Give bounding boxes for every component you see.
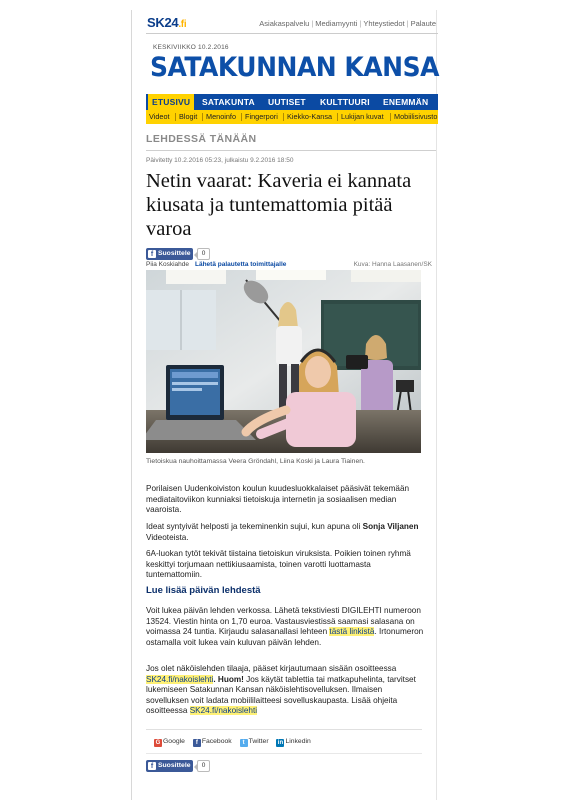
nav-item-uutiset[interactable]: UUTISET — [268, 97, 306, 107]
separator — [283, 113, 284, 121]
separator — [390, 113, 391, 121]
share-label: Facebook — [201, 738, 232, 745]
byline — [146, 261, 286, 268]
separator: | — [406, 19, 409, 28]
recommend-count: 0 — [197, 760, 210, 772]
main-nav — [146, 94, 438, 110]
share-twitter[interactable] — [240, 738, 269, 747]
subnav-item-mobiilisivusto[interactable]: Mobiilisivusto — [394, 112, 438, 121]
paragraph-text: Jos käytät tablettia tai matkapuhelinta, tarvitset lukemiseen Satakunnan Kansan näköislehtisovelluksen. Ilmaisen sovelluksen voit ladata mobiililaitteesi sovelluskaupasta. Lisää ohjeita osoitteessa — [146, 674, 416, 716]
nakoislehti-link[interactable]: SK24.fi/nakoislehti — [146, 674, 214, 684]
nav-item-satakunta[interactable]: SATAKUNTA — [202, 97, 255, 107]
column-divider — [436, 10, 437, 800]
facebook-icon: f — [148, 762, 156, 770]
newspaper-logo[interactable]: SATAKUNNAN KANSA — [150, 52, 439, 83]
recommend-label: Suosittele — [158, 250, 191, 257]
top-link-palaute[interactable]: Palaute — [410, 19, 436, 28]
subnav-item-menoinfo[interactable]: Menoinfo — [206, 112, 237, 121]
linkedin-icon: in — [277, 740, 284, 746]
subnav-item-fingerpori[interactable]: Fingerpori — [245, 112, 278, 121]
article-subhead: Lue lisää päivän lehdestä — [146, 585, 261, 596]
recommend-label: Suosittele — [158, 762, 191, 769]
article-paragraph: Porilaisen Uudenkoiviston koulun kuudesluokkalaiset pääsivät tekemään mediataitoviikon kunniaksi tietoiskuja internetin ja sosiaalisen median vaaroista. — [146, 484, 410, 515]
nav-item-enemman[interactable]: ENEMMÄN — [383, 97, 429, 107]
nakoislehti-link[interactable]: SK24.fi/nakoislehti — [189, 706, 258, 716]
divider — [146, 150, 436, 151]
share-linkedin[interactable] — [276, 738, 310, 747]
facebook-icon: f — [193, 739, 201, 747]
top-link-asiakaspalvelu[interactable]: Asiakaspalvelu — [259, 19, 310, 28]
column-divider — [131, 10, 132, 800]
separator — [175, 113, 176, 121]
separator — [202, 113, 203, 121]
article-timestamp: Päivitetty 10.2.2016 05:23, julkaistu 9.2.2016 18:50 — [146, 157, 294, 164]
facebook-recommend-button[interactable] — [146, 760, 193, 772]
facebook-icon: f — [148, 250, 156, 258]
share-label: Twitter — [248, 738, 269, 745]
classroom-photo — [146, 270, 421, 453]
sub-nav — [146, 110, 438, 124]
nav-item-etusivu[interactable]: ETUSIVU — [148, 94, 194, 110]
paragraph-emphasis: . Huom! — [213, 674, 244, 684]
share-bar — [154, 738, 317, 747]
paragraph-text: Ideat syntyivät helposti ja tekeminenkin sujui, kun apuna oli — [146, 522, 363, 531]
share-facebook[interactable] — [193, 738, 232, 747]
separator: | — [311, 19, 314, 28]
site-logo[interactable] — [147, 15, 186, 30]
person-name: Sonja Viljanen — [362, 522, 419, 531]
facebook-recommend-button[interactable] — [146, 248, 193, 260]
paragraph-text: Voit lukea päivän lehden verkossa. Lähetä tekstiviesti DIGILEHTI numeroon 13524. Viestin hinta on 1,70 euroa. Vastausviestissä saamasi salasana on voimassa 24 tuntia. Kirjaudu salasanallasi lehteen — [146, 606, 421, 637]
share-label: Linkedin — [285, 738, 311, 745]
divider — [146, 753, 422, 754]
article-paragraph: 6A-luokan tytöt tekivät tiistaina tietoiskun viruksista. Poikien toinen ryhmä keskittyi torjumaan nettikiusaamista, toinen varotti luottamasta tuntemattomiin. — [146, 549, 411, 580]
masthead-date: KESKIVIIKKO 10.2.2016 — [153, 44, 229, 51]
paragraph-text: Jos olet näköislehden tilaaja, pääset kirjautumaan sisään osoitteessa — [146, 664, 397, 673]
author-name: Piia Koskiahde — [146, 261, 189, 268]
feedback-link[interactable]: Lähetä palautetta toimittajalle — [195, 261, 287, 268]
divider — [146, 729, 422, 730]
section-title: LEHDESSÄ TÄNÄÄN — [146, 133, 257, 145]
photo-credit: Kuva: Hanna Laasanen/SK — [353, 261, 432, 268]
share-label: Google — [163, 738, 185, 745]
recommend-count: 0 — [197, 248, 210, 260]
separator — [241, 113, 242, 121]
site-name: SK24 — [147, 15, 179, 30]
subnav-item-lukijan-kuvat[interactable]: Lukijan kuvat — [341, 112, 384, 121]
top-bar — [146, 14, 438, 34]
photo-caption: Tietoiskua nauhoittamassa Veera Gröndahl, Liina Koski ja Laura Tiainen. — [146, 458, 365, 465]
paragraph-text: Videoteista. — [146, 532, 189, 542]
subnav-item-kiekko-kansa[interactable]: Kiekko-Kansa — [287, 112, 333, 121]
top-links — [259, 19, 436, 28]
site-suffix: .fi — [178, 19, 187, 30]
paragraph-text: . Irtonumeron ostamalla voit lukea vain kuluvan päivän lehden. — [146, 627, 424, 647]
separator: | — [359, 19, 362, 28]
subnav-item-blogit[interactable]: Blogit — [179, 112, 198, 121]
article-paragraph — [146, 664, 424, 717]
article-headline: Netin vaarat: Kaveria ei kannata kiusata ja tuntemattomia pitää varoa — [146, 170, 412, 240]
subnav-item-videot[interactable]: Videot — [149, 112, 170, 121]
nav-item-kulttuuri[interactable]: KULTTUURI — [320, 97, 370, 107]
top-link-mediamyynti[interactable]: Mediamyynti — [315, 19, 358, 28]
google-icon: G — [155, 740, 161, 746]
top-link-yhteystiedot[interactable]: Yhteystiedot — [363, 19, 405, 28]
twitter-icon: t — [240, 739, 248, 747]
digilehti-link[interactable]: tästä linkistä — [329, 627, 375, 637]
article-paragraph — [146, 606, 424, 648]
separator — [337, 113, 338, 121]
article-paragraph — [146, 522, 424, 543]
share-google[interactable] — [154, 738, 185, 747]
article-photo — [146, 270, 421, 453]
